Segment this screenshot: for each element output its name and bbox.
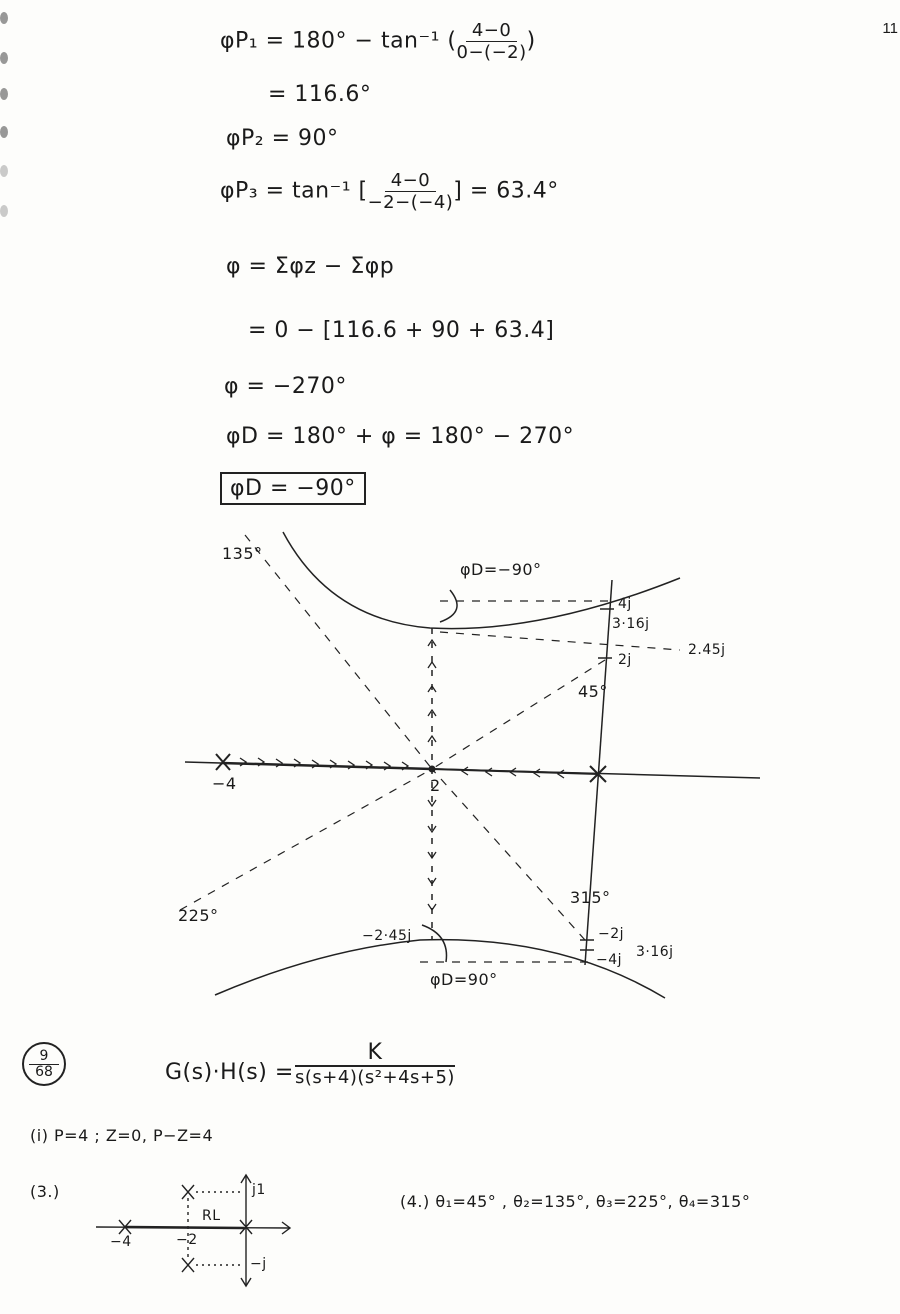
label-3-16j: 3·16j <box>612 616 650 632</box>
label-2-45j: 2.45j <box>688 642 726 658</box>
phi-p3-equation: φP₃ = tan⁻¹ [ $\frac{4-0}{-2-(-4)}$ ] = 63.4° <box>220 170 559 213</box>
label-neg-2-45j: −2·45j <box>362 928 412 944</box>
angle-45: 45° <box>578 682 608 701</box>
tf-numerator: K <box>295 1040 455 1067</box>
label-minus-4: −4 <box>212 774 237 793</box>
sketch-minus-4: −4 <box>110 1234 132 1250</box>
angle-135: 135° <box>222 544 263 563</box>
angle-225: 225° <box>178 906 219 925</box>
step-1: (i) P=4 ; Z=0, P−Z=4 <box>30 1126 214 1145</box>
label-4j: 4j <box>618 596 632 612</box>
phi-p1-equation: φP₁ = 180° − tan⁻¹ ( $\frac{4-0}{0-(-2)}$ ) <box>220 20 536 63</box>
question-number-bottom: 68 <box>35 1063 53 1080</box>
phi-p2-equation: φP₂ = 90° <box>226 126 339 151</box>
tf-denominator: s(s+4)(s²+4s+5) <box>295 1067 455 1088</box>
label-2j: 2j <box>618 652 632 668</box>
phi-sum-formula: φ = Σφz − Σφp <box>226 254 395 279</box>
departure-angle-top: φD=−90° <box>460 560 542 579</box>
question-number-top: 9 <box>29 1049 59 1065</box>
label-neg-4j: −4j <box>596 952 623 968</box>
phi-p3-lhs: φP₃ = <box>220 178 285 204</box>
angle-315: 315° <box>570 888 611 907</box>
label-minus-2: 2 <box>430 776 441 795</box>
phi-sum-values: = 0 − [116.6 + 90 + 63.4] <box>248 318 555 343</box>
step-3-label: (3.) <box>30 1182 60 1201</box>
phi-p1-num: 4−0 <box>466 20 518 42</box>
label-neg-3-16j: 3·16j <box>636 944 674 960</box>
phi-d-formula: φD = 180° + φ = 180° − 270° <box>226 424 575 449</box>
phi-d-result: φD = −90° <box>220 472 366 505</box>
departure-angle-bottom: φD=90° <box>430 970 498 989</box>
phi-p1-expr: 180° − tan⁻¹ <box>292 28 440 54</box>
phi-p3-result: = 63.4° <box>469 178 559 204</box>
phi-p1-den: 0−(−2) <box>456 42 527 63</box>
phi-p3-expr: tan⁻¹ <box>292 178 352 204</box>
step-4-asymptote-angles: (4.) θ₁=45° , θ₂=135°, θ₃=225°, θ₄=315° <box>400 1192 751 1211</box>
sketch-minus-j: −j <box>250 1256 267 1272</box>
phi-p3-num: 4−0 <box>385 170 437 192</box>
sketch-j1: j1 <box>252 1182 266 1198</box>
phi-p1-result: = 116.6° <box>268 82 372 107</box>
transfer-function-lhs: G(s)·H(s) = <box>165 1060 294 1085</box>
phi-p3-den: −2−(−4) <box>367 192 454 213</box>
phi-total: φ = −270° <box>224 374 347 399</box>
sketch-minus-2: −2 <box>176 1232 198 1248</box>
phi-p1-lhs: φP₁ = <box>220 28 285 54</box>
label-neg-2j: −2j <box>598 926 625 942</box>
page-number: 11 <box>882 20 898 37</box>
sketch-rl-label: RL <box>202 1208 221 1224</box>
